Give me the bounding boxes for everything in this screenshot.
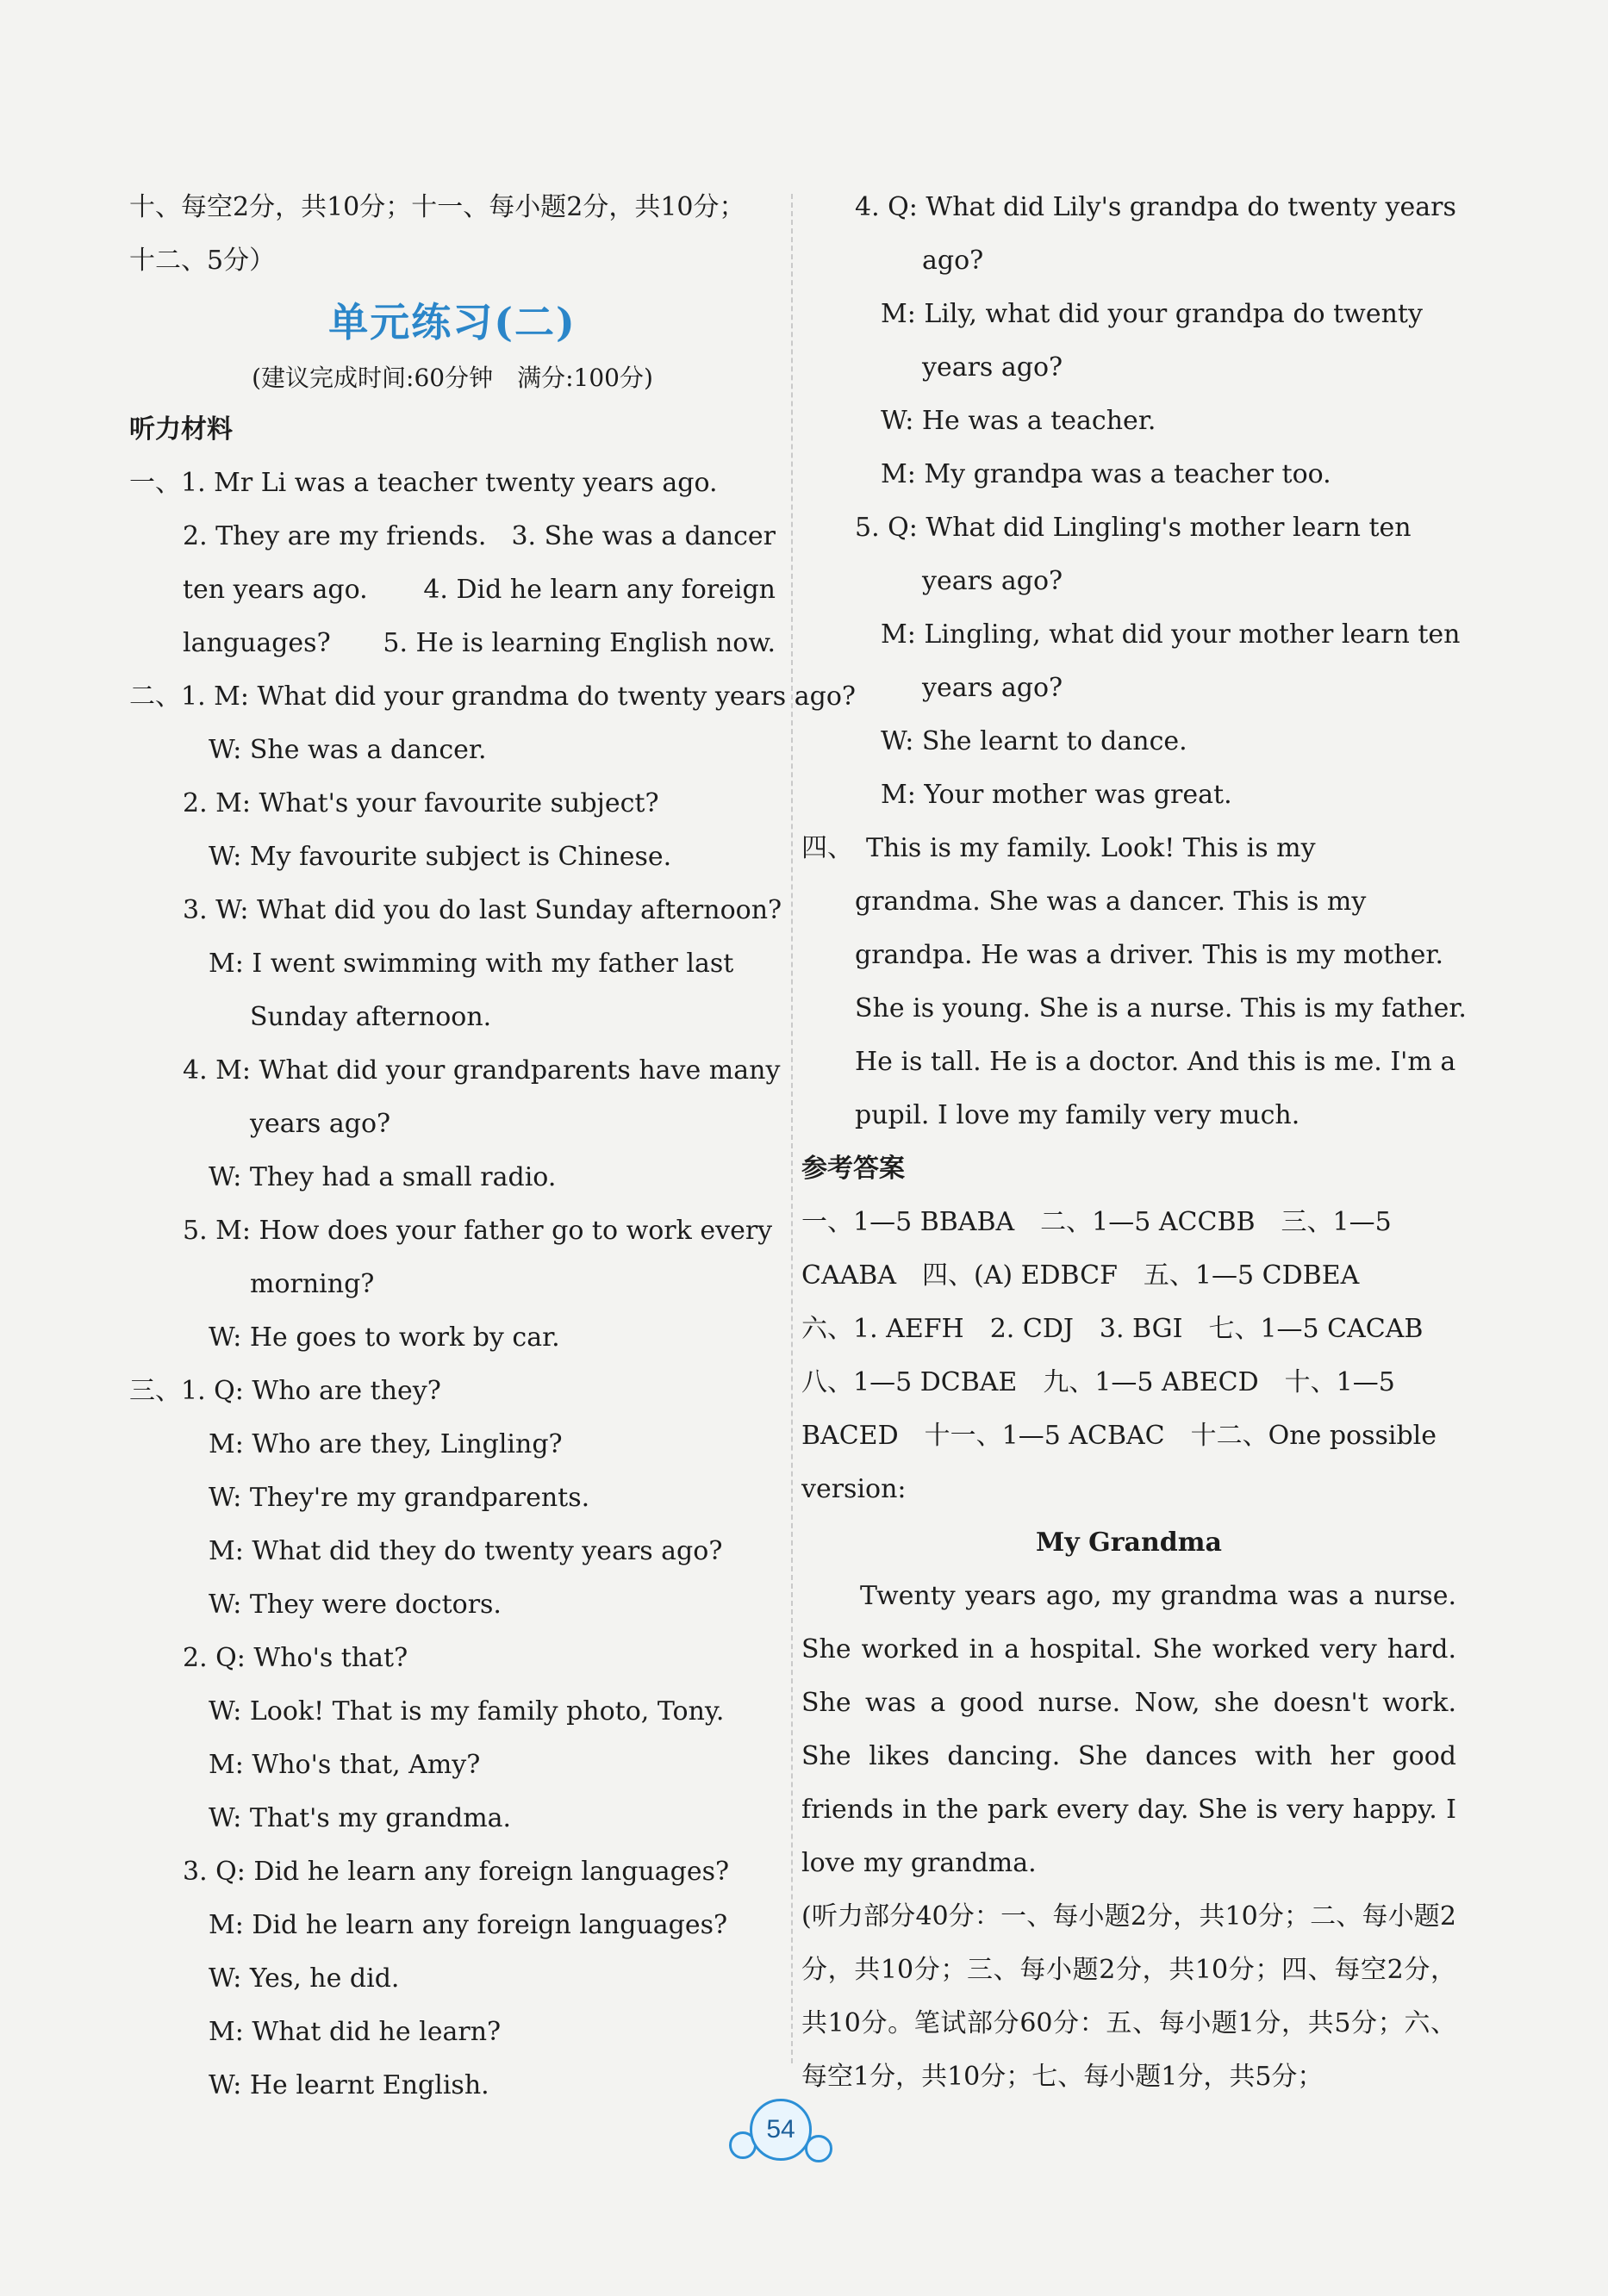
s2-line: 5. M: How does your father go to work every bbox=[183, 1216, 773, 1246]
s2-line: M: I went swimming with my father last bbox=[209, 949, 734, 979]
s3-line: M: Who's that, Amy? bbox=[209, 1750, 481, 1780]
s3-cont-line: years ago? bbox=[922, 566, 1063, 596]
s3-cont-line: W: She learnt to dance. bbox=[881, 726, 1187, 756]
s2-line: years ago? bbox=[250, 1109, 391, 1139]
s3-cont-line: M: Lingling, what did your mother learn ten bbox=[881, 619, 1461, 650]
s1-line: 一、1. Mr Li was a teacher twenty years ago. bbox=[129, 468, 718, 498]
s3-cont-line: W: He was a teacher. bbox=[881, 406, 1156, 436]
s2-line: 3. W: What did you do last Sunday afternoon? bbox=[183, 895, 782, 925]
essay-text: Twenty years ago, my grandma was a nurse. She worked in a hospital. She worked very hard. She was a good nurse. Now, she doesn't work. She likes dancing. She dances with her good friends in the park every day. She is very happy. I love my grandma. bbox=[801, 1581, 1456, 1878]
s3-line: W: They were doctors. bbox=[209, 1590, 502, 1620]
s3-cont-line: years ago? bbox=[922, 352, 1063, 383]
s3-line: W: They're my grandparents. bbox=[209, 1483, 590, 1513]
s3-cont-line: M: Lily, what did your grandpa do twenty bbox=[881, 299, 1423, 329]
s3-line: M: What did they do twenty years ago? bbox=[209, 1536, 723, 1566]
s3-line: 三、1. Q: Who are they? bbox=[129, 1376, 441, 1406]
column-divider bbox=[791, 194, 793, 2063]
answer-line: 六、1. AEFH 2. CDJ 3. BGI 七、1—5 CACAB bbox=[801, 1314, 1424, 1344]
page-number-badge bbox=[724, 2092, 836, 2169]
s3-line: M: What did he learn? bbox=[209, 2017, 502, 2047]
s2-line: W: He goes to work by car. bbox=[209, 1322, 560, 1353]
s1-line bbox=[129, 617, 776, 670]
scoring-line-2: 十二、5分） bbox=[129, 246, 276, 276]
answer-line: BACED 十一、1—5 ACBAC 十二、One possible bbox=[801, 1421, 1437, 1451]
s4-line: 四、 This is my family. Look! This is my bbox=[801, 833, 1316, 863]
essay-title: My Grandma bbox=[1036, 1528, 1222, 1558]
unit-title: 单元练习(二) bbox=[328, 299, 577, 345]
s1-item: 2. They are my friends. bbox=[183, 521, 487, 551]
s3-cont-line: years ago? bbox=[922, 673, 1063, 703]
scoring-line-1: 十、每空2分，共10分；十一、每小题2分，共10分； bbox=[129, 192, 745, 222]
listening-heading: 听力材料 bbox=[129, 414, 233, 445]
s2-line: Sunday afternoon. bbox=[250, 1002, 492, 1032]
s4-line: grandpa. He was a driver. This is my mother. bbox=[855, 940, 1443, 970]
s4-line: pupil. I love my family very much. bbox=[855, 1100, 1300, 1130]
s1-item: ten years ago. bbox=[183, 575, 368, 605]
s1-item: 5. He is learning English now. bbox=[383, 628, 776, 658]
s2-line: W: She was a dancer. bbox=[209, 735, 487, 765]
s3-cont-line: M: Your mother was great. bbox=[881, 780, 1232, 810]
s2-line: 二、1. M: What did your grandma do twenty years ago? bbox=[129, 681, 856, 712]
s2-line: W: My favourite subject is Chinese. bbox=[209, 842, 672, 872]
page-number: 54 bbox=[766, 2115, 795, 2144]
scoring-note: (听力部分40分：一、每小题2分，共10分；二、每小题2分，共10分；三、每小题2分，共10分；四、每空2分，共10分。笔试部分60分：五、每小题1分，共5分；六、每空1分，共10分；七、每小题1分，共5分； bbox=[801, 1901, 1456, 2092]
answer-line: version: bbox=[801, 1474, 907, 1504]
s3-line: W: Look! That is my family photo, Tony. bbox=[209, 1696, 725, 1727]
s2-line: 4. M: What did your grandparents have many bbox=[183, 1055, 781, 1086]
s1-line bbox=[129, 510, 776, 563]
answers-heading: 参考答案 bbox=[801, 1154, 905, 1184]
s1-item: 3. She was a dancer bbox=[511, 521, 776, 551]
s3-line: M: Who are they, Lingling? bbox=[209, 1429, 563, 1459]
s3-line: W: Yes, he did. bbox=[209, 1963, 400, 1994]
s3-line: 2. Q: Who's that? bbox=[183, 1643, 408, 1673]
s2-line: 2. M: What's your favourite subject? bbox=[183, 788, 659, 818]
s3-line: W: He learnt English. bbox=[209, 2070, 489, 2100]
answer-line: 一、1—5 BBABA 二、1—5 ACCBB 三、1—5 bbox=[801, 1207, 1392, 1237]
s1-item: 4. Did he learn any foreign bbox=[423, 575, 776, 605]
answer-line: CAABA 四、(A) EDBCF 五、1—5 CDBEA bbox=[801, 1260, 1360, 1291]
s3-line: M: Did he learn any foreign languages? bbox=[209, 1910, 728, 1940]
s3-line: W: That's my grandma. bbox=[209, 1803, 512, 1833]
s2-line: W: They had a small radio. bbox=[209, 1162, 557, 1192]
s3-cont-line: 5. Q: What did Lingling's mother learn ten bbox=[855, 513, 1412, 543]
s1-line bbox=[129, 563, 776, 617]
s1-item: languages? bbox=[183, 628, 331, 658]
s4-line: She is young. She is a nurse. This is my father. bbox=[855, 993, 1467, 1024]
s3-cont-line: ago? bbox=[922, 246, 984, 276]
s4-line: He is tall. He is a doctor. And this is me. I'm a bbox=[855, 1047, 1456, 1077]
s3-cont-line: M: My grandpa was a teacher too. bbox=[881, 459, 1331, 489]
s2-line: morning? bbox=[250, 1269, 375, 1299]
time-note: (建议完成时间:60分钟 满分:100分) bbox=[252, 364, 653, 392]
right-column bbox=[801, 181, 1467, 2104]
s4-line: grandma. She was a dancer. This is my bbox=[855, 887, 1367, 917]
answer-line: 八、1—5 DCBAE 九、1—5 ABECD 十、1—5 bbox=[801, 1367, 1395, 1397]
s3-cont-line: 4. Q: What did Lily's grandpa do twenty years bbox=[855, 192, 1456, 222]
s3-line: 3. Q: Did he learn any foreign languages? bbox=[183, 1857, 730, 1887]
